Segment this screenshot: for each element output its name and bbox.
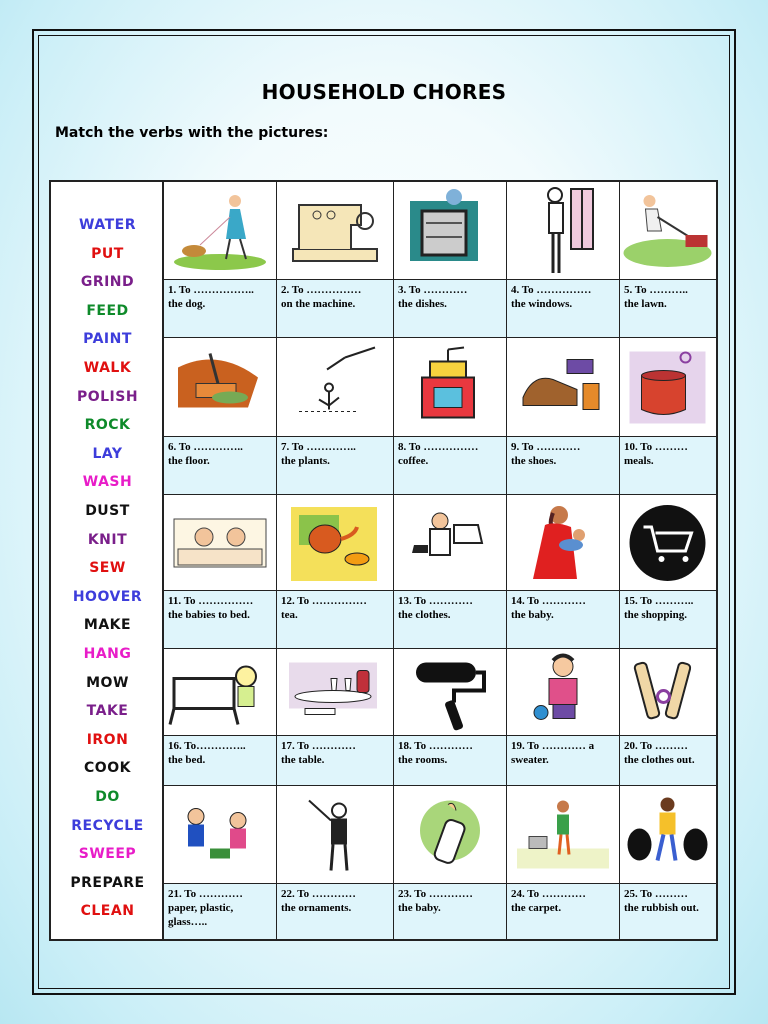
chore-label <box>620 735 716 785</box>
chore-cell <box>394 495 507 649</box>
chore-label <box>620 436 716 494</box>
chore-label <box>394 590 506 648</box>
verb-lay: LAY <box>92 445 123 462</box>
verb-cook: COOK <box>84 760 131 777</box>
chore-label <box>620 279 716 337</box>
sewing-machine-icon <box>277 182 393 280</box>
chore-cell <box>507 182 620 338</box>
children-recycling-icon <box>164 786 276 883</box>
chore-cell <box>620 786 716 939</box>
chore-cell <box>164 338 277 495</box>
chore-label-line2: the floor. <box>168 455 210 467</box>
chore-label-line1: 21. To ………… <box>168 888 243 900</box>
chore-label-line1: 25. To ……… <box>624 888 688 900</box>
verb-dust: DUST <box>85 503 130 519</box>
chore-label <box>620 590 716 648</box>
woman-walking-dog-icon <box>164 182 276 280</box>
chore-cell <box>507 649 620 786</box>
chore-label <box>620 883 716 939</box>
chore-cell <box>277 649 394 786</box>
verb-do: DO <box>95 789 120 805</box>
instruction-text: Match the verbs with the pictures: <box>55 125 329 141</box>
chore-label-line1: 4. To …………… <box>511 284 592 296</box>
chore-cell <box>620 495 716 649</box>
girl-knitting-icon <box>507 649 619 736</box>
chore-label-line2: tea. <box>281 609 298 621</box>
verb-list <box>51 182 164 939</box>
verb-walk: WALK <box>83 360 132 376</box>
chore-label-line2: the windows. <box>511 298 573 310</box>
chore-label-line3: glass….. <box>168 916 208 928</box>
chore-label-line2: the rooms. <box>398 754 448 766</box>
chore-label <box>277 590 393 648</box>
chore-label <box>507 590 619 648</box>
verb-prepare: PREPARE <box>70 874 145 891</box>
chore-label <box>164 735 276 785</box>
chore-label-line1: 16. To………….. <box>168 740 246 752</box>
verb-wash: WASH <box>82 474 133 491</box>
chore-label <box>277 735 393 785</box>
verb-hang: HANG <box>83 646 132 662</box>
chore-label-line1: 22. To ………… <box>281 888 356 900</box>
chore-label <box>394 436 506 494</box>
picture-grid <box>164 182 716 939</box>
verb-mow: MOW <box>86 674 129 691</box>
chore-label-line1: 8. To …………… <box>398 441 479 453</box>
chore-label-line2: the shoes. <box>511 455 557 467</box>
chore-label-line1: 1. To …………….. <box>168 284 254 296</box>
dishwasher-icon <box>394 182 506 280</box>
baby-bottle-icon <box>394 786 506 883</box>
cooking-pot-icon <box>620 338 716 437</box>
woman-holding-baby-icon <box>507 495 619 591</box>
chore-label-line2: the babies to bed. <box>168 609 250 621</box>
chore-label-line1: 3. To ………… <box>398 284 468 296</box>
chore-cell <box>277 338 394 495</box>
chore-label <box>507 436 619 494</box>
chore-cell <box>507 495 620 649</box>
verb-feed: FEED <box>86 302 129 319</box>
chore-cell <box>164 786 277 939</box>
verb-put: PUT <box>91 245 124 262</box>
chore-label-line2: the table. <box>281 754 325 766</box>
chore-label-line1: 13. To ………… <box>398 595 473 607</box>
clothes-peg-icon <box>620 649 716 736</box>
woman-cleaning-window-icon <box>507 182 619 280</box>
chore-cell <box>277 495 394 649</box>
chore-label-line2: coffee. <box>398 455 429 467</box>
man-ironing-icon <box>394 495 506 591</box>
verb-sweep: SWEEP <box>78 846 137 863</box>
chore-label-line2: the dog. <box>168 298 206 310</box>
watering-can-icon <box>277 338 393 437</box>
verb-take: TAKE <box>86 703 129 720</box>
chore-label-line1: 10. To ……… <box>624 441 688 453</box>
chore-cell <box>620 182 716 338</box>
boy-taking-rubbish-icon <box>620 786 716 883</box>
verb-grind: GRIND <box>80 274 135 291</box>
verb-hoover: HOOVER <box>72 588 143 605</box>
chore-cell <box>507 786 620 939</box>
chore-cell <box>620 649 716 786</box>
chore-label-line2: the clothes out. <box>624 754 695 766</box>
chore-label <box>277 279 393 337</box>
chore-label-line1: 20. To ……… <box>624 740 688 752</box>
page-title: HOUSEHOLD CHORES <box>261 80 507 104</box>
woman-hoovering-icon <box>507 786 619 883</box>
chore-label <box>507 279 619 337</box>
coffee-grinder-icon <box>394 338 506 437</box>
chore-cell <box>164 649 277 786</box>
chore-label <box>164 590 276 648</box>
chore-label-line2: the lawn. <box>624 298 667 310</box>
chore-label <box>507 883 619 939</box>
worksheet-table <box>49 180 718 941</box>
chore-label-line1: 11. To …………… <box>168 595 254 607</box>
chore-label-line1: 5. To ……….. <box>624 284 688 296</box>
chore-label <box>164 279 276 337</box>
verb-polish: POLISH <box>76 388 139 405</box>
chore-label <box>394 279 506 337</box>
chore-label-line1: 24. To ………… <box>511 888 586 900</box>
chore-label-line2: the plants. <box>281 455 330 467</box>
man-dusting-icon <box>277 786 393 883</box>
chore-label-line1: 18. To ………… <box>398 740 473 752</box>
verb-sew: SEW <box>89 560 126 577</box>
chore-label <box>394 883 506 939</box>
chore-cell <box>620 338 716 495</box>
chore-cell <box>164 495 277 649</box>
verb-water: WATER <box>79 217 136 233</box>
chore-cell <box>277 182 394 338</box>
table-setting-icon <box>277 649 393 736</box>
chore-label-line1: 23. To ………… <box>398 888 473 900</box>
chore-label <box>394 735 506 785</box>
verb-make: MAKE <box>83 617 132 634</box>
chore-cell <box>394 786 507 939</box>
chore-label-line1: 7. To ………….. <box>281 441 356 453</box>
chore-label-line2: the bed. <box>168 754 206 766</box>
verb-iron: IRON <box>86 731 129 748</box>
teapot-icon <box>277 495 393 591</box>
chore-label-line2: on the machine. <box>281 298 356 310</box>
chore-label-line2: sweater. <box>511 754 549 766</box>
shoe-polish-icon <box>507 338 619 437</box>
paint-roller-icon <box>394 649 506 736</box>
chore-cell <box>394 338 507 495</box>
verb-clean: CLEAN <box>80 903 135 920</box>
chore-label-line1: 19. To ………… a <box>511 740 595 752</box>
babies-in-bed-icon <box>164 495 276 591</box>
chore-label-line2: the baby. <box>511 609 554 621</box>
chore-cell <box>277 786 394 939</box>
chore-label-line1: 14. To ………… <box>511 595 586 607</box>
chore-cell <box>507 338 620 495</box>
dustpan-brush-icon <box>164 338 276 437</box>
chore-cell <box>394 649 507 786</box>
chore-label-line2: the baby. <box>398 902 441 914</box>
chore-label-line1: 6. To ………….. <box>168 441 243 453</box>
chore-cell <box>164 182 277 338</box>
verb-rock: ROCK <box>84 417 131 434</box>
chore-label <box>277 883 393 939</box>
chore-label-line2: the dishes. <box>398 298 447 310</box>
verb-knit: KNIT <box>87 531 128 548</box>
chore-cell <box>394 182 507 338</box>
man-mowing-lawn-icon <box>620 182 716 280</box>
chore-label-line2: the clothes. <box>398 609 451 621</box>
chore-label <box>507 735 619 785</box>
verb-paint: PAINT <box>83 331 132 348</box>
chore-label <box>164 883 276 939</box>
child-making-bed-icon <box>164 649 276 736</box>
chore-label-line1: 17. To ………… <box>281 740 356 752</box>
shopping-cart-icon <box>620 495 716 591</box>
chore-label-line2: meals. <box>624 455 654 467</box>
chore-label <box>277 436 393 494</box>
chore-label <box>164 436 276 494</box>
verb-recycle: RECYCLE <box>71 817 144 834</box>
chore-label-line1: 2. To …………… <box>281 284 362 296</box>
chore-label-line1: 12. To …………… <box>281 595 367 607</box>
chore-label-line2: paper, plastic, <box>168 902 234 914</box>
chore-label-line1: 15. To ……….. <box>624 595 694 607</box>
chore-label-line2: the rubbish out. <box>624 902 699 914</box>
chore-label-line2: the ornaments. <box>281 902 352 914</box>
chore-label-line1: 9. To ………… <box>511 441 581 453</box>
chore-label-line2: the shopping. <box>624 609 687 621</box>
chore-label-line2: the carpet. <box>511 902 562 914</box>
